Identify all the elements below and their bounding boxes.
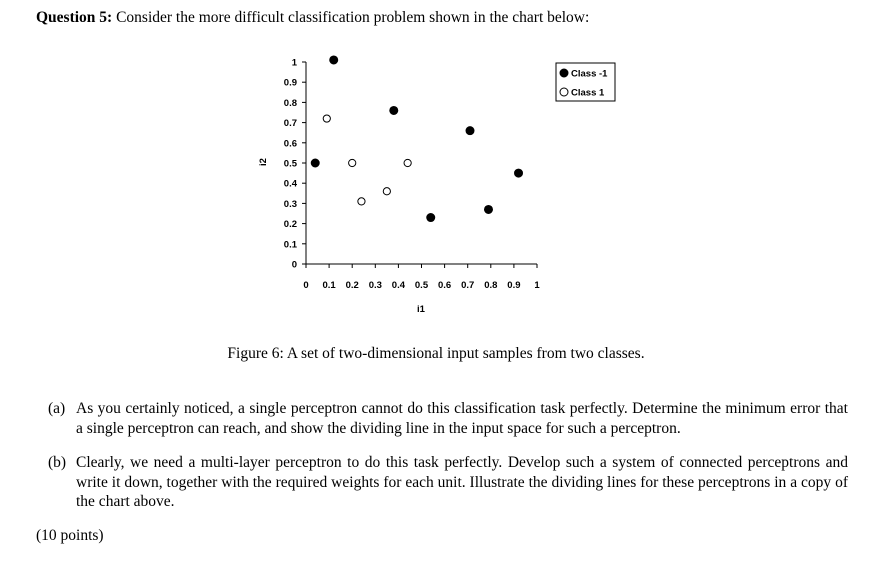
y-tick-label: 1 (291, 57, 297, 69)
class-1-point (404, 159, 411, 166)
data-points (311, 56, 522, 222)
y-tick-label: 0.9 (283, 77, 297, 89)
x-tick-label: 0.8 (484, 280, 498, 291)
class-neg1-point (311, 159, 319, 167)
class-neg1-point (330, 56, 338, 64)
item-a-text: As you certainly noticed, a single perceptron cannot do this classification task perfectly. Determine the minimum error that a single perceptron can reach, and show the dividing line in the input space for such a perceptron. (76, 400, 848, 437)
x-tick-label: 0.5 (414, 280, 429, 291)
y-tick-label: 0.5 (283, 158, 297, 170)
x-tick-label: 0 (303, 280, 309, 291)
x-tick-label: 1 (534, 280, 540, 291)
item-a-label: (a) (48, 400, 66, 417)
question-text: Consider the more difficult classification problem shown in the chart below: (116, 9, 590, 26)
legend-label: Class 1 (571, 87, 605, 99)
class-1-point (383, 188, 390, 195)
figure-caption: Figure 6: A set of two-dimensional input samples from two classes. (227, 345, 645, 362)
class-1-point (358, 198, 365, 205)
y-tick-label: 0.4 (283, 178, 297, 190)
item-b-text: Clearly, we need a multi-layer perceptron to do this task perfectly. Develop such a system of connected perceptrons and write it down, together with the required weights for each unit. Illustrate the dividing lines for these perceptrons in a copy of the chart above. (76, 454, 848, 510)
chart-axes (302, 62, 537, 268)
y-tick-label: 0.8 (283, 97, 297, 109)
item-b (48, 453, 848, 512)
legend-open-marker (560, 88, 568, 96)
x-tick-label: 0.6 (437, 280, 452, 291)
class-1-point (323, 115, 330, 122)
y-tick-label: 0.3 (283, 198, 297, 210)
item-b-label: (b) (48, 454, 67, 471)
class-neg1-point (427, 214, 435, 222)
question-title: Question 5: (36, 9, 113, 26)
y-tick-label: 0.6 (283, 138, 297, 150)
x-tick-labels (303, 280, 540, 291)
x-tick-label: 0.7 (461, 280, 475, 291)
x-tick-label: 0.3 (368, 280, 382, 291)
y-tick-label: 0 (291, 259, 297, 271)
class-neg1-point (515, 169, 523, 177)
chart-legend (556, 63, 615, 101)
y-tick-label: 0.2 (283, 219, 297, 231)
x-tick-label: 0.4 (391, 280, 406, 291)
y-tick-label: 0.7 (283, 118, 297, 130)
x-tick-label: 0.1 (322, 280, 336, 291)
class-neg1-point (484, 205, 492, 213)
legend-label: Class -1 (571, 68, 608, 80)
item-a (48, 399, 848, 438)
class-neg1-point (390, 106, 398, 114)
class-neg1-point (466, 127, 474, 135)
x-tick-label: 0.9 (507, 280, 521, 291)
x-axis-label: i1 (417, 304, 425, 315)
points-value: (10 points) (36, 527, 104, 544)
y-tick-labels (284, 58, 298, 271)
legend-filled-marker (560, 69, 568, 77)
class-1-point (349, 159, 356, 166)
y-axis-label: i2 (258, 158, 269, 166)
y-tick-label: 0.1 (283, 239, 297, 251)
x-tick-label: 0.2 (345, 280, 359, 291)
